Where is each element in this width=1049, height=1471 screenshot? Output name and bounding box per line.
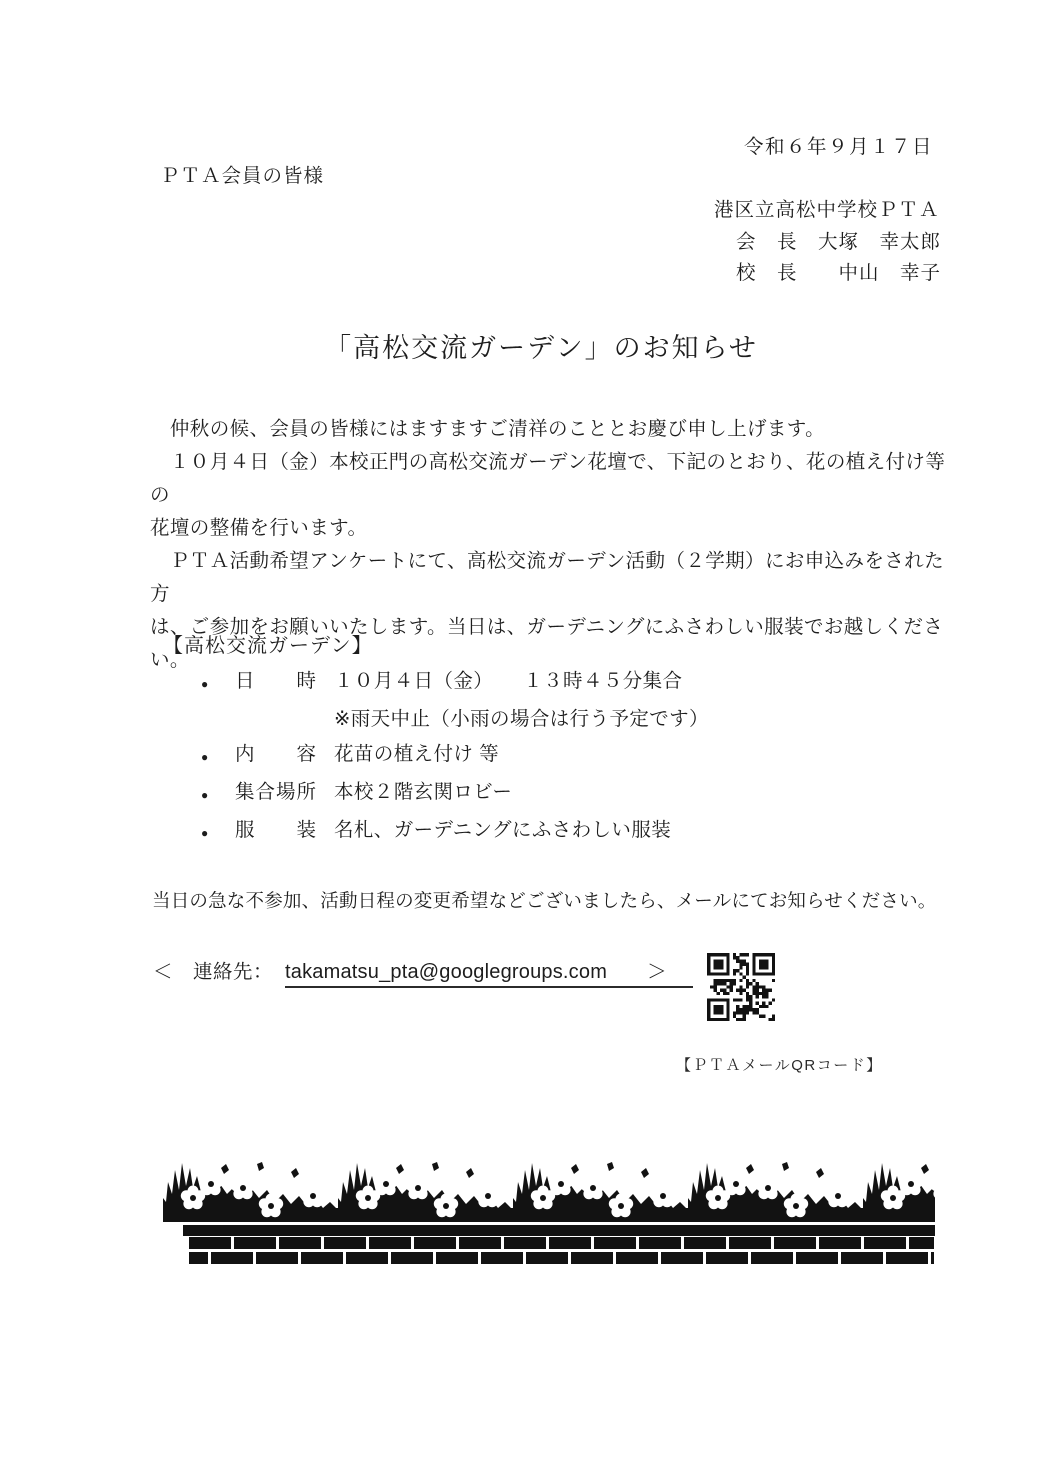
detail-row-meeting-place: [150, 781, 930, 806]
body-line: 花壇の整備を行います。: [150, 517, 368, 539]
closing-line: 当日の急な不参加、活動日程の変更希望などございましたら、メールにてお知らせください。: [152, 890, 937, 911]
body-line: １０月４日（金）本校正門の高松交流ガーデン花壇で、下記のとおり、花の植え付け等の: [150, 451, 946, 506]
contact-prefix: ＜ 連絡先：: [153, 961, 274, 983]
detail-row-clothing: [150, 819, 930, 844]
body-line: は、ご参加をお願いいたします。当日は、ガーデニングにふさわしい服装でお越しください。: [150, 616, 944, 671]
bullet-icon: ●: [201, 750, 209, 764]
detail-value: 名札、ガーデニングにふさわしい服装: [334, 819, 672, 841]
contact-suffix: ＞: [647, 961, 668, 983]
detail-label: 服 装: [235, 819, 318, 841]
section-heading: 【高松交流ガーデン】: [163, 635, 373, 657]
body-line: ＰＴＡ活動希望アンケートにて、高松交流ガーデン活動（２学期）にお申込みをされた方: [150, 550, 945, 605]
detail-label: 内 容: [235, 743, 318, 765]
detail-label: 日 時: [235, 670, 318, 692]
detail-value: １０月４日（金） １３時４５分集合: [334, 670, 683, 692]
detail-label: 集合場所: [235, 781, 318, 803]
sender-principal-line: 校 長 中山 幸子: [736, 262, 942, 284]
recipient-line: ＰＴＡ会員の皆様: [160, 165, 325, 187]
bullet-icon: ●: [201, 677, 209, 691]
detail-value: 本校２階玄関ロビー: [334, 781, 513, 803]
sender-chairman-line: 会 長 大塚 幸太郎: [736, 231, 942, 253]
date-line: 令和６年９月１７日: [743, 136, 933, 158]
detail-row-datetime: [150, 670, 930, 695]
detail-value: 花苗の植え付け 等: [334, 743, 500, 765]
detail-row-content: [150, 743, 930, 768]
contact-line: [153, 956, 693, 984]
qr-caption: 【ＰＴＡメールQRコード】: [676, 1057, 883, 1074]
contact-underlined-group: [285, 961, 693, 988]
weather-note: ※雨天中止（小雨の場合は行う予定です）: [334, 708, 709, 730]
bullet-icon: ●: [201, 826, 209, 840]
sender-org: 港区立高松中学校ＰＴＡ: [714, 199, 940, 221]
garden-details-list: [150, 670, 930, 857]
document-title: 「高松交流ガーデン」のお知らせ: [324, 333, 758, 363]
qr-code: [707, 953, 775, 1021]
email-link[interactable]: takamatsu_pta@googlegroups.com: [285, 961, 608, 983]
bullet-icon: ●: [201, 788, 209, 802]
body-line: 仲秋の候、会員の皆様にはますますご清祥のこととお慶び申し上げます。: [150, 418, 826, 440]
flower-border-illustration: [163, 1162, 935, 1264]
